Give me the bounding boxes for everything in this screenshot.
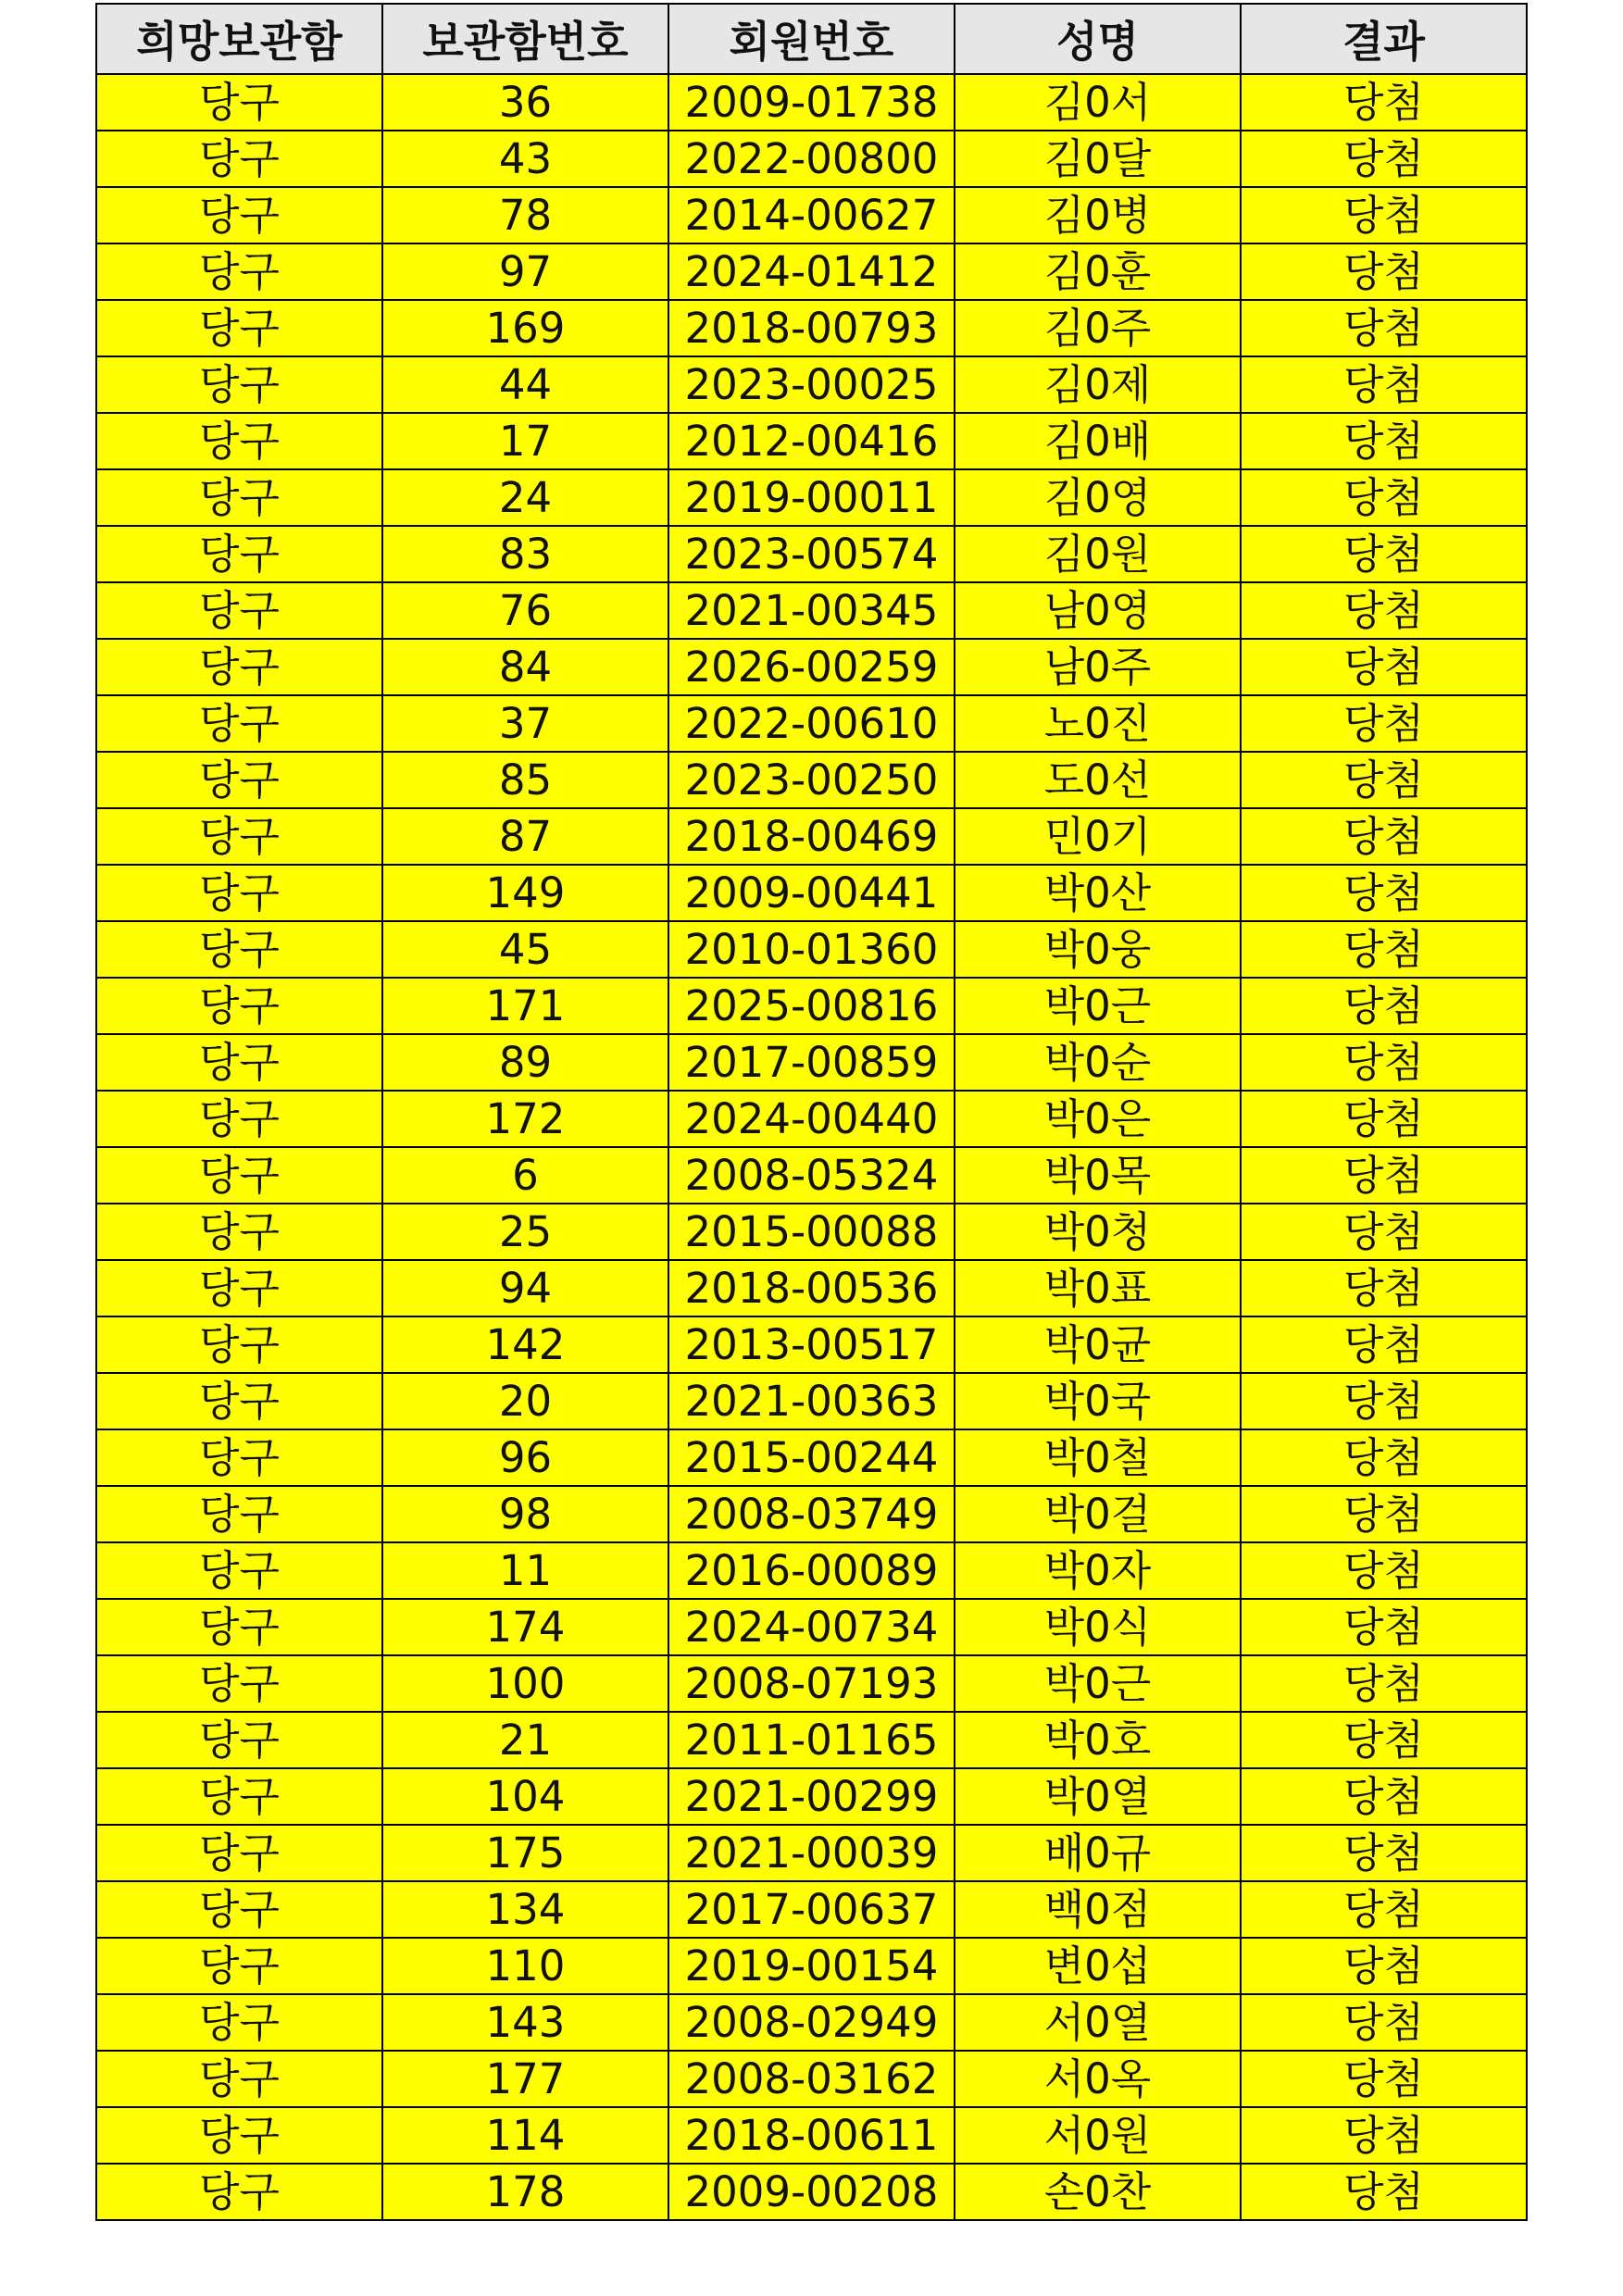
name-cell: 박0열 (955, 1768, 1241, 1825)
result-cell: 당첨 (1241, 1542, 1527, 1599)
desired-locker-cell: 당구 (96, 1486, 382, 1542)
member-number-cell: 2021-00345 (668, 582, 955, 639)
locker-number-cell: 78 (382, 187, 668, 243)
desired-locker-cell: 당구 (96, 413, 382, 469)
desired-locker-cell: 당구 (96, 74, 382, 131)
desired-locker-cell: 당구 (96, 1260, 382, 1316)
member-number-cell: 2008-05324 (668, 1147, 955, 1204)
table-row (96, 808, 1527, 865)
column-header-desired-locker: 희망보관함 (96, 4, 382, 74)
desired-locker-cell: 당구 (96, 2164, 382, 2220)
locker-number-cell: 169 (382, 300, 668, 356)
member-number-cell: 2024-00440 (668, 1091, 955, 1147)
locker-number-cell: 149 (382, 865, 668, 921)
table-body (96, 74, 1527, 2220)
locker-number-cell: 98 (382, 1486, 668, 1542)
name-cell: 배0규 (955, 1825, 1241, 1881)
table-row (96, 1429, 1527, 1486)
member-number-cell: 2024-01412 (668, 243, 955, 300)
member-number-cell: 2008-03162 (668, 2051, 955, 2107)
result-cell: 당첨 (1241, 2164, 1527, 2220)
result-cell: 당첨 (1241, 1204, 1527, 1260)
member-number-cell: 2012-00416 (668, 413, 955, 469)
desired-locker-cell: 당구 (96, 1147, 382, 1204)
member-number-cell: 2009-00441 (668, 865, 955, 921)
table-row (96, 526, 1527, 582)
desired-locker-cell: 당구 (96, 1034, 382, 1091)
table-row (96, 1091, 1527, 1147)
member-number-cell: 2013-00517 (668, 1316, 955, 1373)
result-cell: 당첨 (1241, 1429, 1527, 1486)
locker-number-cell: 89 (382, 1034, 668, 1091)
name-cell: 박0웅 (955, 921, 1241, 978)
table-row (96, 1147, 1527, 1204)
locker-number-cell: 24 (382, 469, 668, 526)
desired-locker-cell: 당구 (96, 1655, 382, 1712)
table-row (96, 413, 1527, 469)
locker-number-cell: 110 (382, 1938, 668, 1994)
result-cell: 당첨 (1241, 1655, 1527, 1712)
name-cell: 박0호 (955, 1712, 1241, 1768)
locker-number-cell: 100 (382, 1655, 668, 1712)
desired-locker-cell: 당구 (96, 1938, 382, 1994)
result-cell: 당첨 (1241, 808, 1527, 865)
desired-locker-cell: 당구 (96, 1599, 382, 1655)
name-cell: 김0주 (955, 300, 1241, 356)
name-cell: 서0열 (955, 1994, 1241, 2051)
table-row (96, 1768, 1527, 1825)
table-row (96, 1034, 1527, 1091)
locker-number-cell: 20 (382, 1373, 668, 1429)
name-cell: 박0식 (955, 1599, 1241, 1655)
desired-locker-cell: 당구 (96, 1881, 382, 1938)
result-cell: 당첨 (1241, 1486, 1527, 1542)
table-row (96, 1938, 1527, 1994)
desired-locker-cell: 당구 (96, 526, 382, 582)
lottery-results-table (95, 3, 1528, 2221)
desired-locker-cell: 당구 (96, 1429, 382, 1486)
desired-locker-cell: 당구 (96, 243, 382, 300)
result-cell: 당첨 (1241, 2107, 1527, 2164)
column-header-name: 성명 (955, 4, 1241, 74)
result-cell: 당첨 (1241, 1373, 1527, 1429)
name-cell: 손0찬 (955, 2164, 1241, 2220)
table-row (96, 1373, 1527, 1429)
member-number-cell: 2015-00244 (668, 1429, 955, 1486)
locker-number-cell: 87 (382, 808, 668, 865)
desired-locker-cell: 당구 (96, 921, 382, 978)
table-row (96, 639, 1527, 695)
name-cell: 박0자 (955, 1542, 1241, 1599)
desired-locker-cell: 당구 (96, 808, 382, 865)
name-cell: 박0목 (955, 1147, 1241, 1204)
result-cell: 당첨 (1241, 131, 1527, 187)
column-header-member-number: 회원번호 (668, 4, 955, 74)
table-row (96, 752, 1527, 808)
result-cell: 당첨 (1241, 469, 1527, 526)
name-cell: 노0진 (955, 695, 1241, 752)
name-cell: 박0은 (955, 1091, 1241, 1147)
name-cell: 김0병 (955, 187, 1241, 243)
name-cell: 남0주 (955, 639, 1241, 695)
name-cell: 박0균 (955, 1316, 1241, 1373)
table-row (96, 356, 1527, 413)
desired-locker-cell: 당구 (96, 1768, 382, 1825)
result-cell: 당첨 (1241, 695, 1527, 752)
locker-number-cell: 36 (382, 74, 668, 131)
desired-locker-cell: 당구 (96, 2051, 382, 2107)
name-cell: 서0원 (955, 2107, 1241, 2164)
table-row (96, 2051, 1527, 2107)
member-number-cell: 2018-00793 (668, 300, 955, 356)
result-cell: 당첨 (1241, 921, 1527, 978)
table-row (96, 695, 1527, 752)
result-cell: 당첨 (1241, 413, 1527, 469)
table-row (96, 2164, 1527, 2220)
result-cell: 당첨 (1241, 1599, 1527, 1655)
name-cell: 변0섭 (955, 1938, 1241, 1994)
table-row (96, 1994, 1527, 2051)
locker-number-cell: 134 (382, 1881, 668, 1938)
desired-locker-cell: 당구 (96, 1542, 382, 1599)
member-number-cell: 2021-00039 (668, 1825, 955, 1881)
member-number-cell: 2019-00154 (668, 1938, 955, 1994)
result-cell: 당첨 (1241, 978, 1527, 1034)
member-number-cell: 2011-01165 (668, 1712, 955, 1768)
table-row (96, 1260, 1527, 1316)
desired-locker-cell: 당구 (96, 2107, 382, 2164)
name-cell: 박0청 (955, 1204, 1241, 1260)
name-cell: 서0옥 (955, 2051, 1241, 2107)
locker-number-cell: 142 (382, 1316, 668, 1373)
result-cell: 당첨 (1241, 243, 1527, 300)
locker-number-cell: 178 (382, 2164, 668, 2220)
member-number-cell: 2023-00574 (668, 526, 955, 582)
locker-number-cell: 37 (382, 695, 668, 752)
member-number-cell: 2009-01738 (668, 74, 955, 131)
locker-number-cell: 11 (382, 1542, 668, 1599)
desired-locker-cell: 당구 (96, 1204, 382, 1260)
result-cell: 당첨 (1241, 74, 1527, 131)
desired-locker-cell: 당구 (96, 639, 382, 695)
locker-number-cell: 76 (382, 582, 668, 639)
member-number-cell: 2014-00627 (668, 187, 955, 243)
member-number-cell: 2018-00536 (668, 1260, 955, 1316)
desired-locker-cell: 당구 (96, 187, 382, 243)
member-number-cell: 2019-00011 (668, 469, 955, 526)
result-cell: 당첨 (1241, 300, 1527, 356)
result-cell: 당첨 (1241, 1712, 1527, 1768)
locker-number-cell: 17 (382, 413, 668, 469)
name-cell: 박0순 (955, 1034, 1241, 1091)
locker-number-cell: 83 (382, 526, 668, 582)
name-cell: 도0선 (955, 752, 1241, 808)
locker-number-cell: 45 (382, 921, 668, 978)
member-number-cell: 2025-00816 (668, 978, 955, 1034)
desired-locker-cell: 당구 (96, 1316, 382, 1373)
name-cell: 김0원 (955, 526, 1241, 582)
result-cell: 당첨 (1241, 356, 1527, 413)
locker-number-cell: 172 (382, 1091, 668, 1147)
table-row (96, 1825, 1527, 1881)
desired-locker-cell: 당구 (96, 1994, 382, 2051)
desired-locker-cell: 당구 (96, 752, 382, 808)
result-cell: 당첨 (1241, 1091, 1527, 1147)
table-row (96, 187, 1527, 243)
desired-locker-cell: 당구 (96, 131, 382, 187)
table-row (96, 1204, 1527, 1260)
locker-number-cell: 97 (382, 243, 668, 300)
name-cell: 남0영 (955, 582, 1241, 639)
result-cell: 당첨 (1241, 1034, 1527, 1091)
name-cell: 박0국 (955, 1373, 1241, 1429)
table-row (96, 243, 1527, 300)
table-row (96, 131, 1527, 187)
table-row (96, 1486, 1527, 1542)
header-row (96, 4, 1527, 74)
result-cell: 당첨 (1241, 187, 1527, 243)
result-cell: 당첨 (1241, 1768, 1527, 1825)
name-cell: 박0표 (955, 1260, 1241, 1316)
result-cell: 당첨 (1241, 1260, 1527, 1316)
table-row (96, 2107, 1527, 2164)
table-row (96, 1712, 1527, 1768)
member-number-cell: 2015-00088 (668, 1204, 955, 1260)
name-cell: 김0훈 (955, 243, 1241, 300)
locker-number-cell: 171 (382, 978, 668, 1034)
name-cell: 김0서 (955, 74, 1241, 131)
member-number-cell: 2018-00611 (668, 2107, 955, 2164)
desired-locker-cell: 당구 (96, 300, 382, 356)
desired-locker-cell: 당구 (96, 695, 382, 752)
member-number-cell: 2022-00800 (668, 131, 955, 187)
member-number-cell: 2026-00259 (668, 639, 955, 695)
locker-number-cell: 174 (382, 1599, 668, 1655)
result-cell: 당첨 (1241, 752, 1527, 808)
name-cell: 김0제 (955, 356, 1241, 413)
member-number-cell: 2024-00734 (668, 1599, 955, 1655)
desired-locker-cell: 당구 (96, 1373, 382, 1429)
member-number-cell: 2021-00363 (668, 1373, 955, 1429)
table-row (96, 1542, 1527, 1599)
member-number-cell: 2008-03749 (668, 1486, 955, 1542)
member-number-cell: 2009-00208 (668, 2164, 955, 2220)
member-number-cell: 2023-00250 (668, 752, 955, 808)
result-cell: 당첨 (1241, 2051, 1527, 2107)
name-cell: 김0영 (955, 469, 1241, 526)
table-row (96, 1599, 1527, 1655)
result-cell: 당첨 (1241, 526, 1527, 582)
locker-number-cell: 43 (382, 131, 668, 187)
locker-number-cell: 94 (382, 1260, 668, 1316)
locker-number-cell: 85 (382, 752, 668, 808)
member-number-cell: 2017-00637 (668, 1881, 955, 1938)
table-row (96, 1655, 1527, 1712)
locker-number-cell: 44 (382, 356, 668, 413)
name-cell: 김0달 (955, 131, 1241, 187)
name-cell: 백0점 (955, 1881, 1241, 1938)
desired-locker-cell: 당구 (96, 1825, 382, 1881)
locker-number-cell: 114 (382, 2107, 668, 2164)
result-cell: 당첨 (1241, 1147, 1527, 1204)
result-cell: 당첨 (1241, 639, 1527, 695)
result-cell: 당첨 (1241, 582, 1527, 639)
member-number-cell: 2008-07193 (668, 1655, 955, 1712)
name-cell: 박0산 (955, 865, 1241, 921)
name-cell: 박0걸 (955, 1486, 1241, 1542)
table-header (96, 4, 1527, 74)
name-cell: 박0근 (955, 1655, 1241, 1712)
result-cell: 당첨 (1241, 865, 1527, 921)
locker-number-cell: 96 (382, 1429, 668, 1486)
locker-number-cell: 177 (382, 2051, 668, 2107)
table-row (96, 74, 1527, 131)
member-number-cell: 2016-00089 (668, 1542, 955, 1599)
table-row (96, 469, 1527, 526)
locker-number-cell: 104 (382, 1768, 668, 1825)
desired-locker-cell: 당구 (96, 469, 382, 526)
locker-number-cell: 21 (382, 1712, 668, 1768)
name-cell: 민0기 (955, 808, 1241, 865)
locker-number-cell: 143 (382, 1994, 668, 2051)
name-cell: 김0배 (955, 413, 1241, 469)
locker-number-cell: 175 (382, 1825, 668, 1881)
column-header-locker-number: 보관함번호 (382, 4, 668, 74)
desired-locker-cell: 당구 (96, 865, 382, 921)
member-number-cell: 2010-01360 (668, 921, 955, 978)
desired-locker-cell: 당구 (96, 356, 382, 413)
desired-locker-cell: 당구 (96, 582, 382, 639)
locker-number-cell: 25 (382, 1204, 668, 1260)
result-cell: 당첨 (1241, 1881, 1527, 1938)
desired-locker-cell: 당구 (96, 1712, 382, 1768)
member-number-cell: 2023-00025 (668, 356, 955, 413)
result-cell: 당첨 (1241, 1994, 1527, 2051)
result-cell: 당첨 (1241, 1938, 1527, 1994)
table-row (96, 1881, 1527, 1938)
member-number-cell: 2018-00469 (668, 808, 955, 865)
result-cell: 당첨 (1241, 1316, 1527, 1373)
member-number-cell: 2021-00299 (668, 1768, 955, 1825)
result-cell: 당첨 (1241, 1825, 1527, 1881)
table-row (96, 1316, 1527, 1373)
table-row (96, 300, 1527, 356)
member-number-cell: 2022-00610 (668, 695, 955, 752)
member-number-cell: 2017-00859 (668, 1034, 955, 1091)
table-row (96, 978, 1527, 1034)
name-cell: 박0근 (955, 978, 1241, 1034)
table-row (96, 582, 1527, 639)
desired-locker-cell: 당구 (96, 978, 382, 1034)
locker-number-cell: 84 (382, 639, 668, 695)
table-row (96, 921, 1527, 978)
member-number-cell: 2008-02949 (668, 1994, 955, 2051)
locker-number-cell: 6 (382, 1147, 668, 1204)
desired-locker-cell: 당구 (96, 1091, 382, 1147)
column-header-result: 결과 (1241, 4, 1527, 74)
name-cell: 박0철 (955, 1429, 1241, 1486)
table-row (96, 865, 1527, 921)
